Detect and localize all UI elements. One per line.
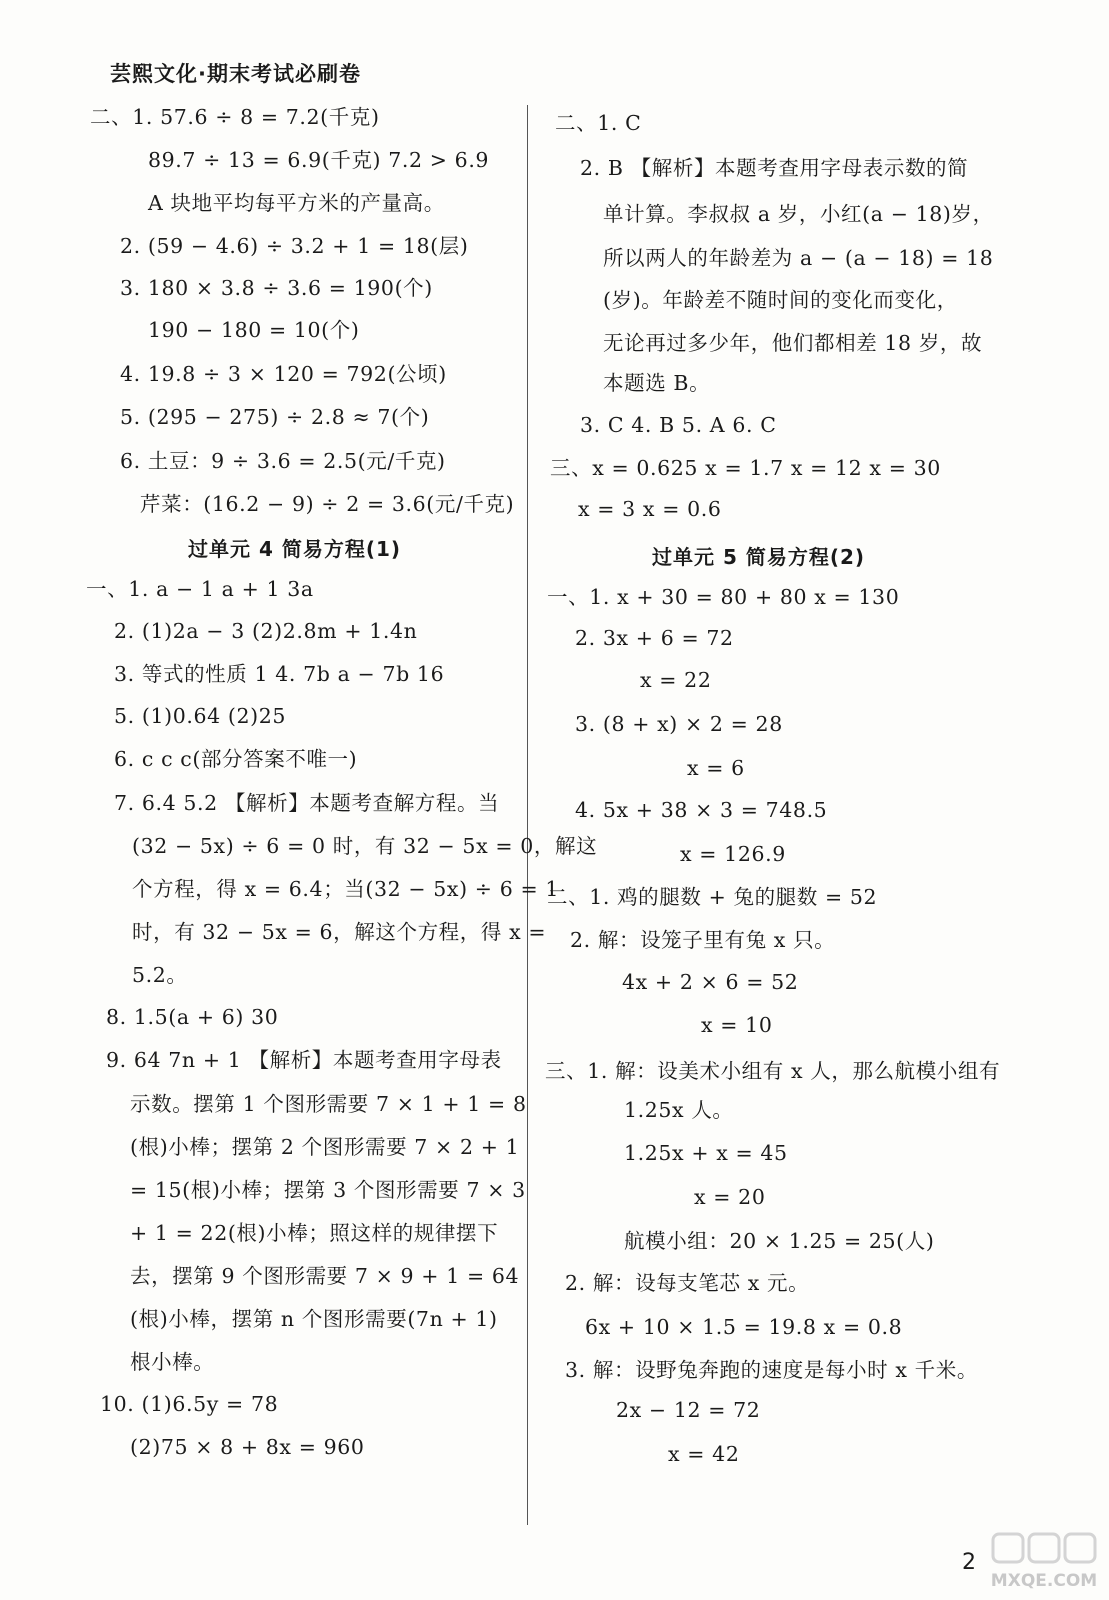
answer-line: (根)小棒；摆第 2 个图形需要 7 × 2 + 1 bbox=[130, 1135, 520, 1159]
answer-line: 去，摆第 9 个图形需要 7 × 9 + 1 = 64 bbox=[130, 1264, 520, 1288]
answer-line: 时，有 32 − 5x = 6，解这个方程，得 x = bbox=[132, 920, 547, 944]
answer-line: x = 126.9 bbox=[680, 842, 786, 866]
answer-line: 单计算。李叔叔 a 岁，小红(a − 18)岁， bbox=[603, 202, 994, 226]
answer-line: 根小棒。 bbox=[130, 1350, 215, 1374]
answer-line: 航模小组：20 × 1.25 = 25(人) bbox=[624, 1229, 935, 1253]
watermark-logo bbox=[985, 1532, 1103, 1594]
answer-line: 二、1. 鸡的腿数 + 兔的腿数 = 52 bbox=[547, 885, 878, 909]
answer-line: 2x − 12 = 72 bbox=[616, 1398, 761, 1422]
answer-line: 所以两人的年龄差为 a − (a − 18) = 18 bbox=[603, 246, 994, 270]
answer-line: 无论再过多少年，他们都相差 18 岁，故 bbox=[603, 331, 983, 355]
answer-line: 6x + 10 × 1.5 = 19.8 x = 0.8 bbox=[585, 1315, 903, 1339]
answer-line: (2)75 × 8 + 8x = 960 bbox=[130, 1435, 365, 1459]
answer-line: x = 10 bbox=[701, 1013, 773, 1037]
answer-line: 二、1. 57.6 ÷ 8 = 7.2(千克) bbox=[90, 105, 380, 129]
answer-line: (岁)。年龄差不随时间的变化而变化， bbox=[603, 288, 958, 312]
answer-line: (根)小棒，摆第 n 个图形需要(7n + 1) bbox=[130, 1307, 498, 1331]
answer-line: 5. (295 − 275) ÷ 2.8 ≈ 7(个) bbox=[120, 405, 430, 429]
page-number: 2 bbox=[962, 1550, 976, 1575]
answer-line: 9. 64 7n + 1 【解析】本题考查用字母表 bbox=[106, 1048, 502, 1072]
answer-line: 2. B 【解析】本题考查用字母表示数的简 bbox=[580, 156, 969, 180]
section-title-unit5: 过单元 5 简易方程(2) bbox=[652, 545, 866, 569]
answer-line: 3. 等式的性质 1 4. 7b a − 7b 16 bbox=[114, 662, 445, 686]
answer-line: 8. 1.5(a + 6) 30 bbox=[106, 1005, 279, 1029]
answer-line: 1.25x 人。 bbox=[624, 1098, 734, 1122]
answer-line: 示数。摆第 1 个图形需要 7 × 1 + 1 = 8 bbox=[130, 1092, 527, 1116]
watermark-text: MXQE.COM bbox=[990, 1571, 1098, 1591]
answer-line: 89.7 ÷ 13 = 6.9(千克) 7.2 > 6.9 bbox=[148, 148, 490, 172]
answer-line: + 1 = 22(根)小棒；照这样的规律摆下 bbox=[130, 1221, 499, 1245]
section-title-unit4: 过单元 4 简易方程(1) bbox=[188, 537, 402, 561]
answer-line: x = 3 x = 0.6 bbox=[578, 497, 722, 521]
answer-line: = 15(根)小棒；摆第 3 个图形需要 7 × 3 bbox=[130, 1178, 526, 1202]
answer-line: 三、x = 0.625 x = 1.7 x = 12 x = 30 bbox=[550, 456, 941, 480]
answer-line: 5. (1)0.64 (2)25 bbox=[114, 704, 286, 728]
answer-line: 2. 3x + 6 = 72 bbox=[575, 626, 734, 650]
answer-line: 4x + 2 × 6 = 52 bbox=[622, 970, 799, 994]
answer-line: x = 20 bbox=[694, 1185, 766, 1209]
answer-line: (32 − 5x) ÷ 6 = 0 时，有 32 − 5x = 0，解这 bbox=[132, 834, 598, 858]
answer-line: 190 − 180 = 10(个) bbox=[148, 318, 360, 342]
answer-line: 本题选 B。 bbox=[603, 371, 711, 395]
answer-line: 6. c c c(部分答案不唯一) bbox=[114, 747, 358, 771]
answer-line: 2. (59 − 4.6) ÷ 3.2 + 1 = 18(层) bbox=[120, 234, 469, 258]
answer-line: 3. (8 + x) × 2 = 28 bbox=[575, 712, 783, 736]
answer-line: 3. 解：设野兔奔跑的速度是每小时 x 千米。 bbox=[565, 1358, 978, 1382]
answer-line: 4. 5x + 38 × 3 = 748.5 bbox=[575, 798, 828, 822]
answer-line: 2. 解：设笼子里有兔 x 只。 bbox=[570, 928, 836, 952]
column-divider bbox=[527, 105, 528, 1525]
answer-line: 三、1. 解：设美术小组有 x 人，那么航模小组有 bbox=[545, 1059, 1001, 1083]
answer-line: 2. 解：设每支笔芯 x 元。 bbox=[565, 1271, 810, 1295]
answer-line: 3. C 4. B 5. A 6. C bbox=[580, 413, 777, 437]
answer-line: 一、1. x + 30 = 80 + 80 x = 130 bbox=[547, 585, 900, 609]
answer-line: 2. (1)2a − 3 (2)2.8m + 1.4n bbox=[114, 619, 418, 643]
answer-line: A 块地平均每平方米的产量高。 bbox=[148, 191, 445, 215]
answer-line: 1.25x + x = 45 bbox=[624, 1141, 788, 1165]
answer-line: 10. (1)6.5y = 78 bbox=[100, 1392, 279, 1416]
answer-line: 二、1. C bbox=[555, 111, 642, 135]
answer-line: x = 22 bbox=[640, 668, 712, 692]
page-header: 芸熙文化·期末考试必刷卷 bbox=[110, 62, 361, 86]
answer-line: 一、1. a − 1 a + 1 3a bbox=[86, 577, 314, 601]
answer-line: 芹菜：(16.2 − 9) ÷ 2 = 3.6(元/千克) bbox=[140, 492, 515, 516]
answer-line: 7. 6.4 5.2 【解析】本题考查解方程。当 bbox=[114, 791, 500, 815]
answer-line: 6. 土豆：9 ÷ 3.6 = 2.5(元/千克) bbox=[120, 449, 446, 473]
answer-line: x = 6 bbox=[687, 756, 745, 780]
answer-line: 个方程，得 x = 6.4；当(32 − 5x) ÷ 6 = 1 bbox=[132, 877, 559, 901]
answer-line: x = 42 bbox=[668, 1442, 740, 1466]
answer-line: 4. 19.8 ÷ 3 × 120 = 792(公顷) bbox=[120, 362, 447, 386]
answer-line: 3. 180 × 3.8 ÷ 3.6 = 190(个) bbox=[120, 276, 433, 300]
answer-line: 5.2。 bbox=[132, 963, 188, 987]
